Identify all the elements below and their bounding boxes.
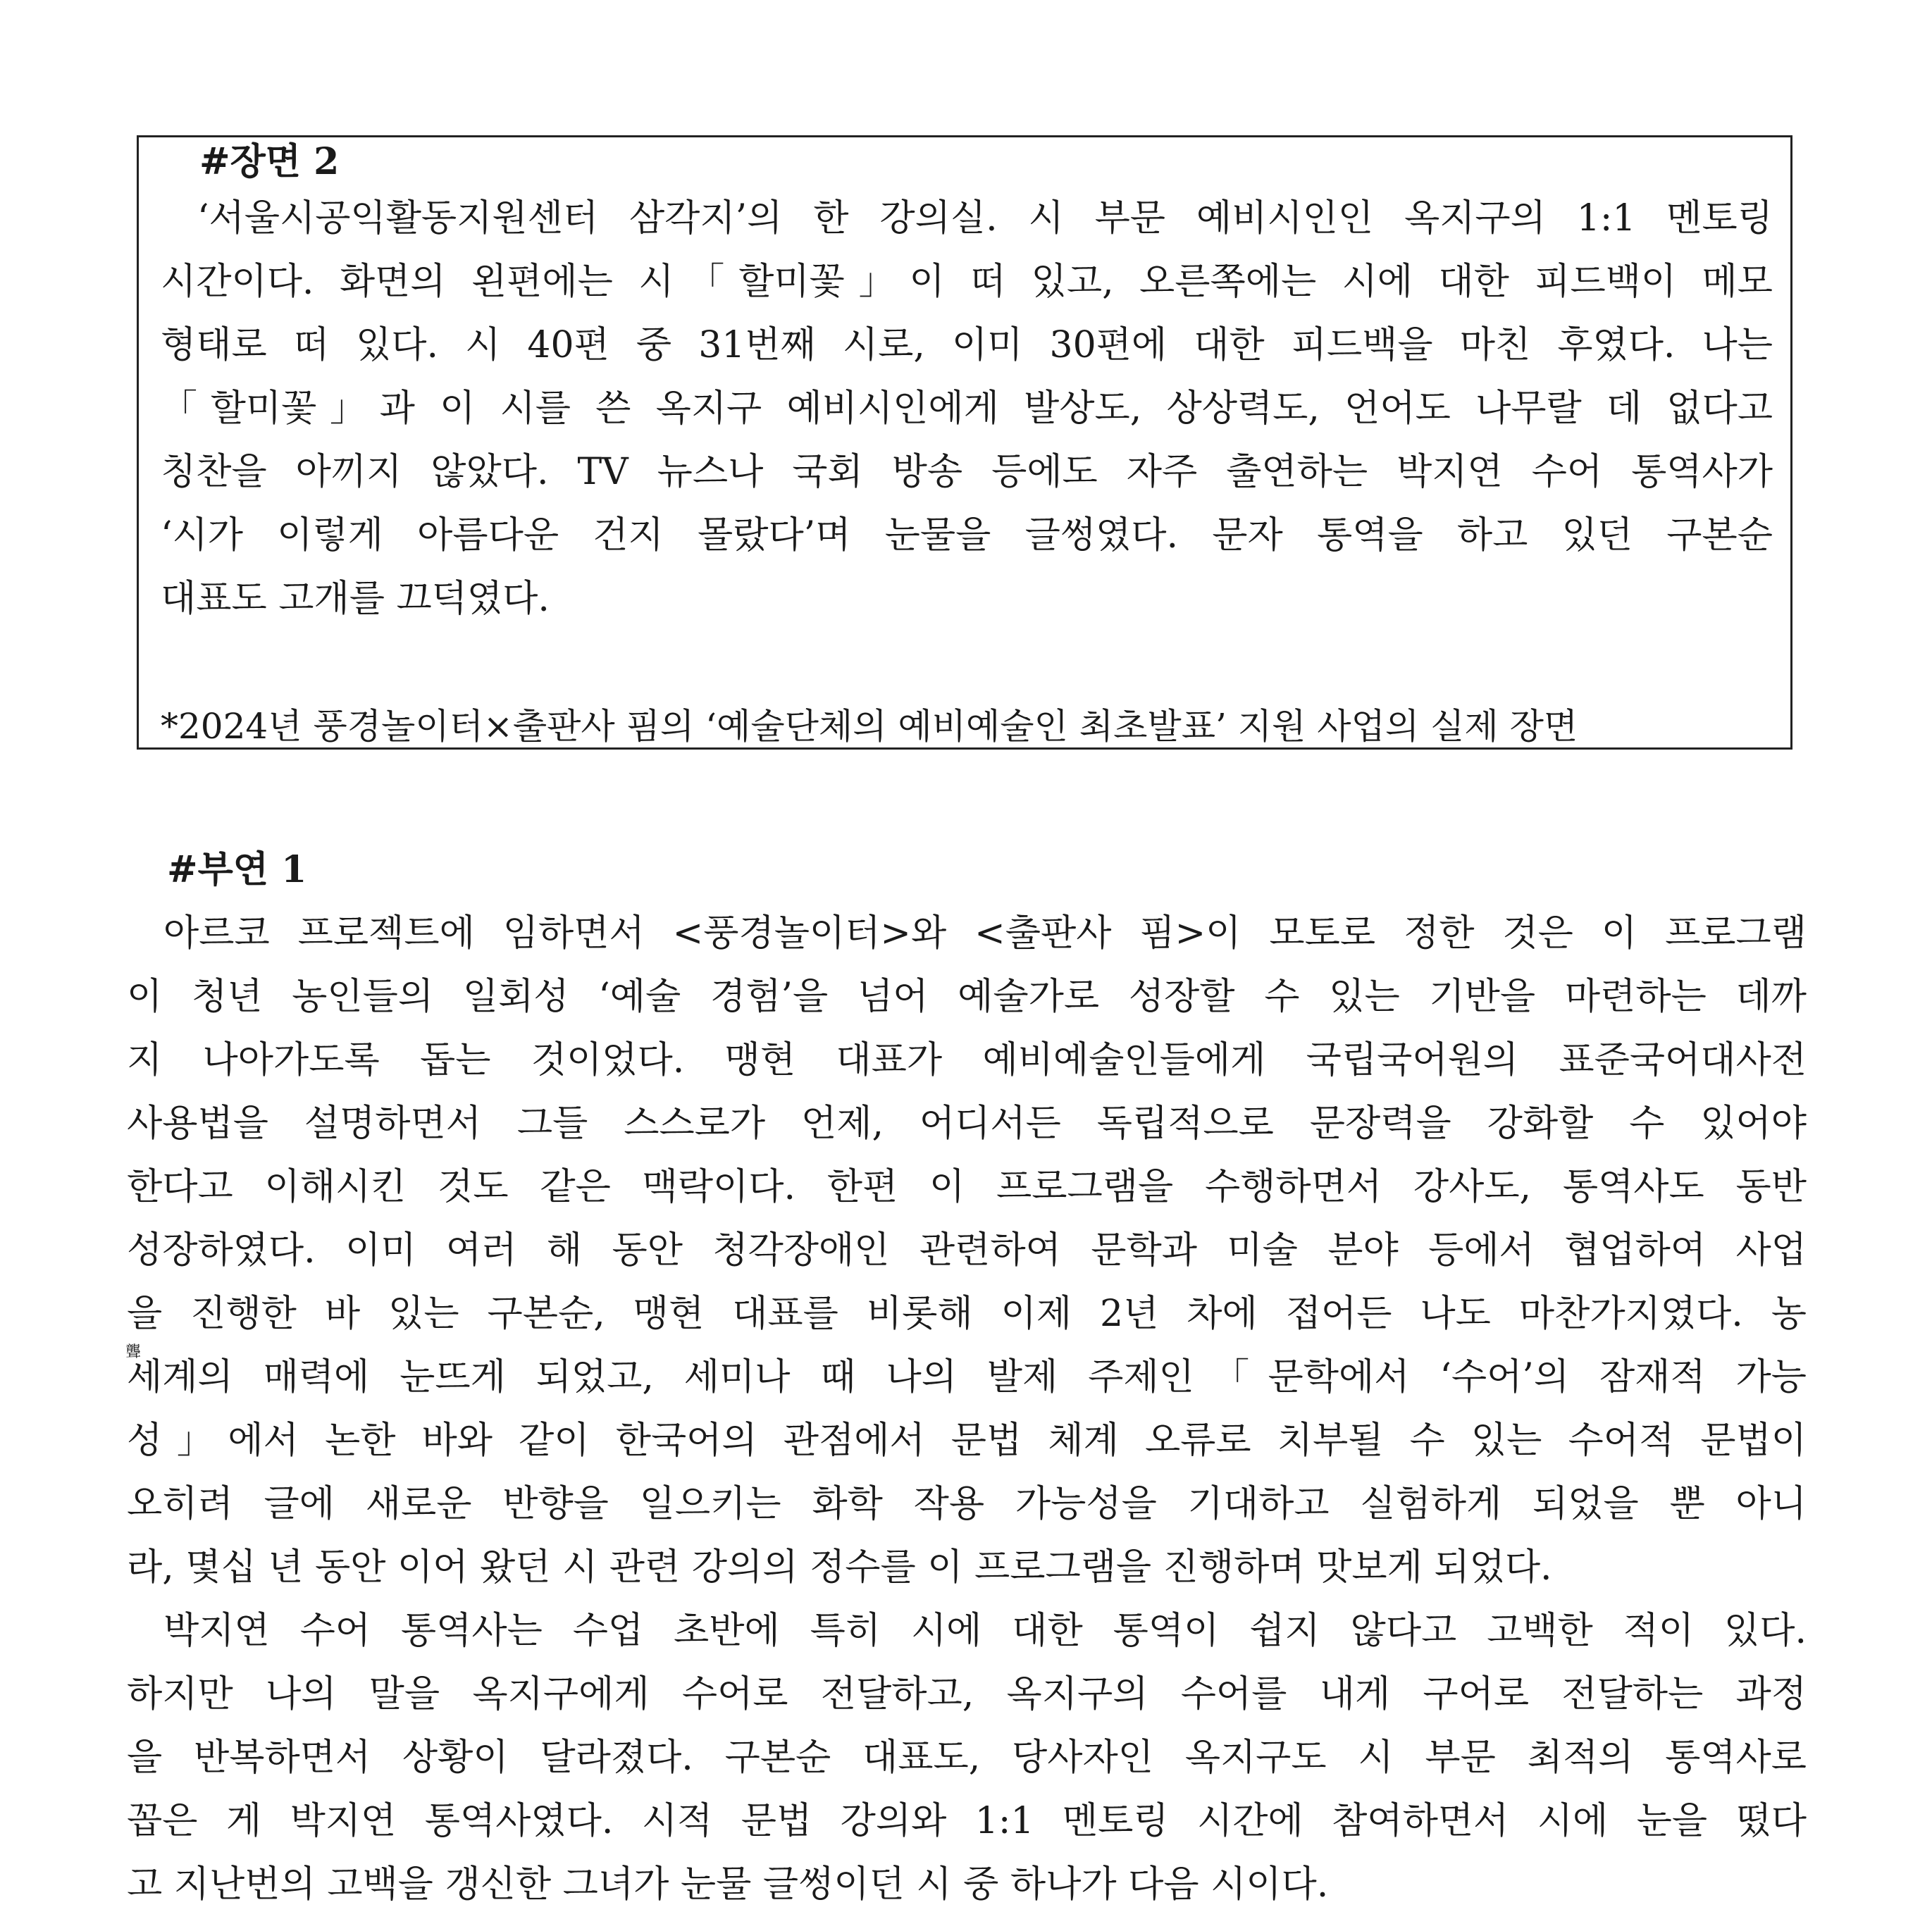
- body-paragraph-line: 사용법을 설명하면서 그들 스스로가 언제, 어디서든 독립적으로 문장력을 강화할 수 있어야: [127, 1103, 1807, 1145]
- scene-paragraph-line: 「할미꽃」과 이 시를 쓴 옥지구 예비시인에게 발상도, 상상력도, 언어도 나무랄 데 없다고: [161, 387, 1773, 430]
- body-paragraph-line: 아르코 프로젝트에 임하면서 <풍경놀이터>와 <출판사 핌>이 모토로 정한 것은 이 프로그램: [163, 912, 1807, 955]
- scene-paragraph-line: ‘서울시공익활동지원센터 삼각지’의 한 강의실. 시 부문 예비시인인 옥지구의 1:1 멘토링: [197, 197, 1773, 240]
- body-paragraph-line: 을 반복하면서 상황이 달라졌다. 구본순 대표도, 당사자인 옥지구도 시 부문 최적의 통역사로: [127, 1737, 1807, 1779]
- body-paragraph-line: 하지만 나의 말을 옥지구에게 수어로 전달하고, 옥지구의 수어를 내게 구어로 전달하는 과정: [127, 1673, 1807, 1715]
- scene-paragraph-line: 형태로 떠 있다. 시 40편 중 31번째 시로, 이미 30편에 대한 피드백을 마친 후였다. 나는: [161, 324, 1773, 366]
- scene-paragraph-line: 시간이다. 화면의 왼편에는 시「할미꽃」이 떠 있고, 오른쪽에는 시에 대한 피드백이 메모: [161, 261, 1773, 303]
- body-paragraph-line: 꼽은 게 박지연 통역사였다. 시적 문법 강의와 1:1 멘토링 시간에 참여하면서 시에 눈을 떴다: [127, 1800, 1807, 1842]
- body-paragraph-line: 고 지난번의 고백을 갱신한 그녀가 눈물 글썽이던 시 중 하나가 다음 시이다.: [127, 1863, 1329, 1906]
- body-paragraph-line: 세계의 매력에 눈뜨게 되었고, 세미나 때 나의 발제 주제인「문학에서 ‘수어’의 잠재적 가능: [127, 1356, 1807, 1398]
- body-paragraph-line: 박지연 수어 통역사는 수업 초반에 특히 시에 대한 통역이 쉽지 않다고 고백한 적이 있다.: [163, 1610, 1807, 1652]
- hanja-annotation: 聾: [125, 1343, 142, 1361]
- body-paragraph-line: 한다고 이해시킨 것도 같은 맥락이다. 한편 이 프로그램을 수행하면서 강사도, 통역사도 동반: [127, 1166, 1807, 1208]
- body-paragraph-line: 성」에서 논한 바와 같이 한국어의 관점에서 문법 체계 오류로 치부될 수 있는 수어적 문법이: [127, 1420, 1807, 1462]
- body-paragraph-line: 지 나아가도록 돕는 것이었다. 맹현 대표가 예비예술인들에게 국립국어원의 표준국어대사전: [127, 1039, 1807, 1081]
- scene-footnote: *2024년 풍경놀이터×출판사 핌의 ‘예술단체의 예비예술인 최초발표’ 지원 사업의 실제 장면: [161, 706, 1578, 747]
- section-heading: #부연 1: [167, 848, 307, 891]
- body-paragraph-line: 성장하였다. 이미 여러 해 동안 청각장애인 관련하여 문학과 미술 분야 등에서 협업하여 사업: [127, 1229, 1807, 1272]
- body-paragraph-line: 라, 몇십 년 동안 이어 왔던 시 관련 강의의 정수를 이 프로그램을 진행하며 맛보게 되었다.: [127, 1546, 1552, 1589]
- scene-paragraph-line: 칭찬을 아끼지 않았다. TV 뉴스나 국회 방송 등에도 자주 출연하는 박지연 수어 통역사가: [161, 451, 1773, 493]
- body-paragraph-line: 오히려 글에 새로운 반향을 일으키는 화학 작용 가능성을 기대하고 실험하게 되었을 뿐 아니: [127, 1483, 1807, 1525]
- scene-heading: #장면 2: [199, 140, 340, 183]
- scene-paragraph-line: ‘시가 이렇게 아름다운 건지 몰랐다’며 눈물을 글썽였다. 문자 통역을 하고 있던 구본순: [161, 514, 1773, 557]
- body-paragraph-line: 이 청년 농인들의 일회성 ‘예술 경험’을 넘어 예술가로 성장할 수 있는 기반을 마련하는 데까: [127, 976, 1807, 1018]
- body-paragraph-line: 을 진행한 바 있는 구본순, 맹현 대표를 비롯해 이제 2년 차에 접어든 나도 마찬가지였다. 농: [127, 1293, 1807, 1335]
- scene-paragraph-line: 대표도 고개를 끄덕였다.: [161, 578, 550, 620]
